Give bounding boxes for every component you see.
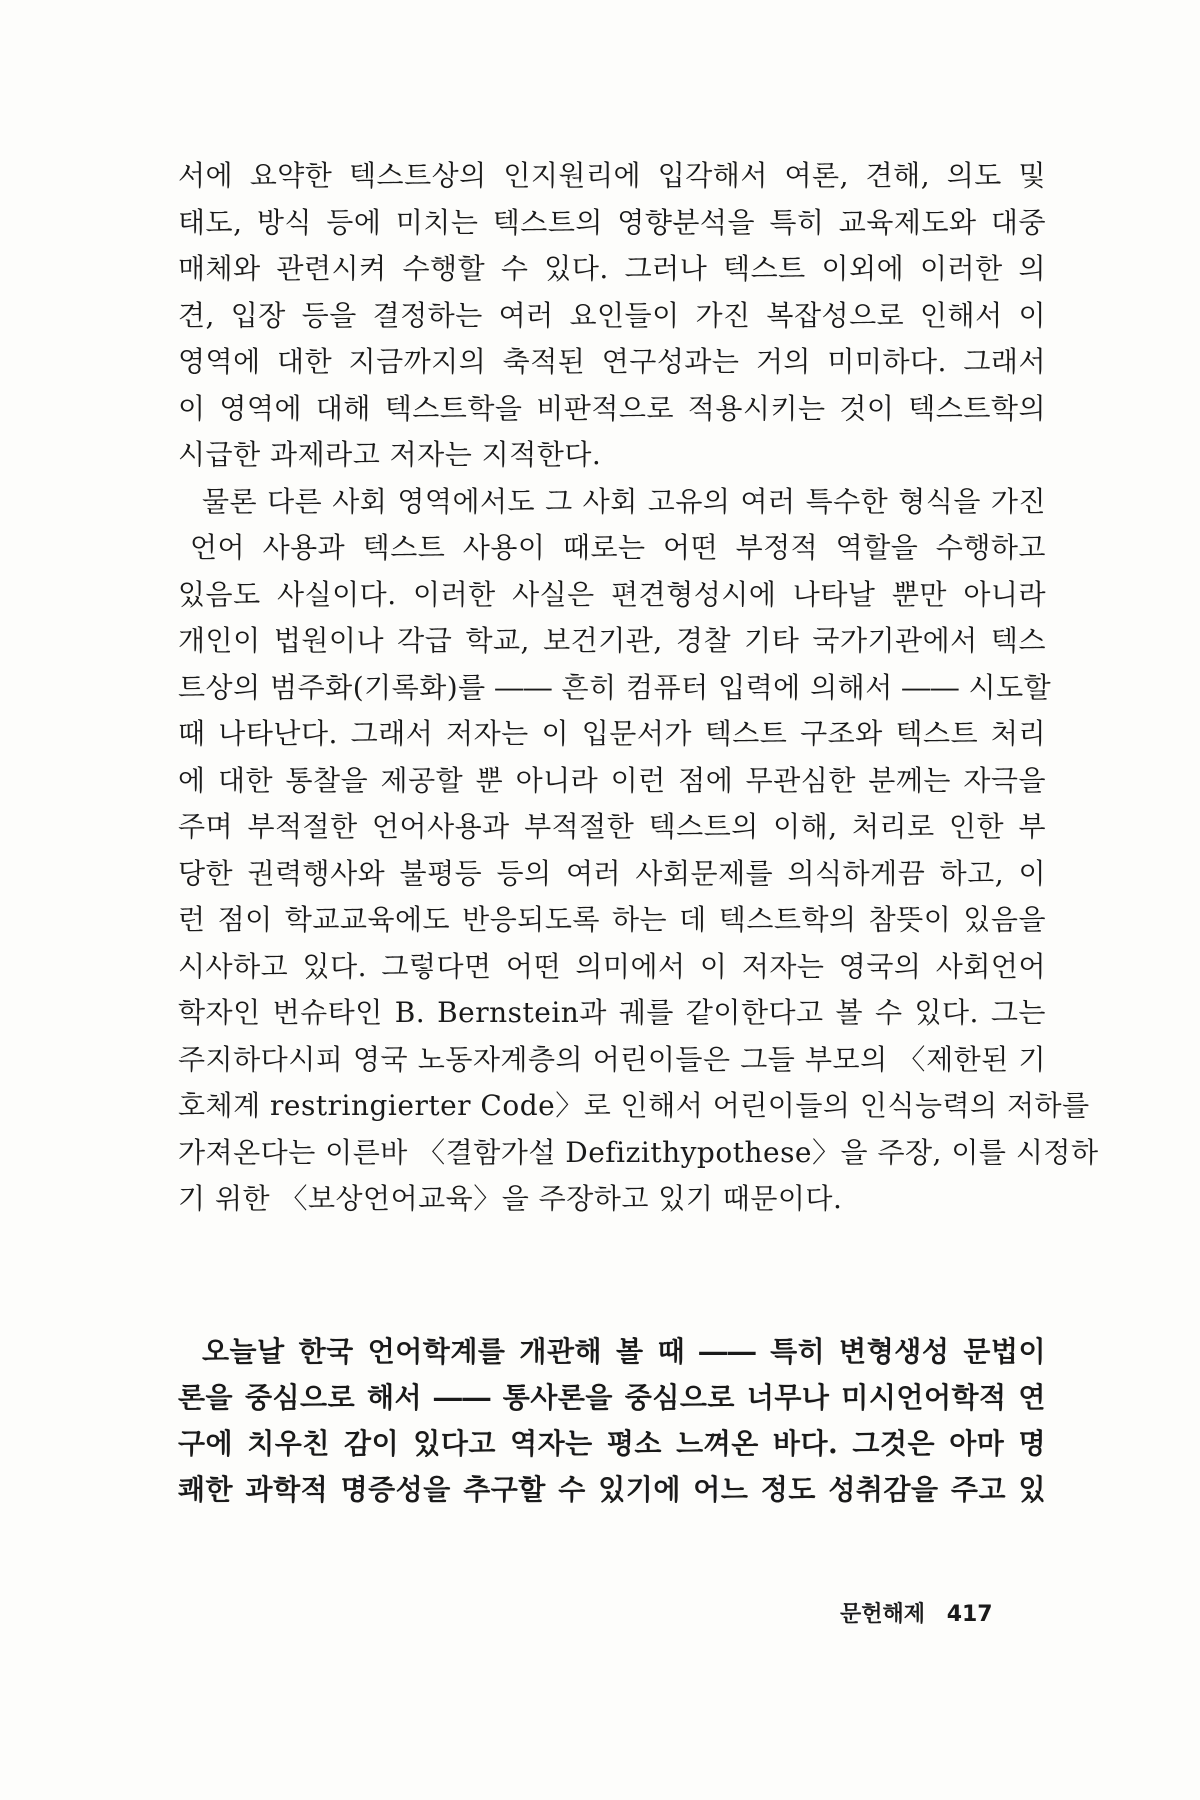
text-line: 기 위한 〈보상언어교육〉을 주장하고 있기 때문이다.	[178, 1182, 843, 1215]
text-line: 당한 권력행사와 불평등 등의 여러 사회문제를 의식하게끔 하고, 이	[178, 856, 1046, 890]
text-line: 트상의 범주화(기록화)를 ―― 흔히 컴퓨터 입력에 의해서 ―― 시도할	[178, 670, 1052, 704]
page-footer	[840, 1597, 1040, 1633]
body-text	[178, 153, 1099, 1223]
text-line: 호체계 restringierter Code〉로 인해서 어린이들의 인식능력의 저하를	[178, 1089, 1090, 1122]
text-line: 물론 다른 사회 영역에서도 그 사회 고유의 여러 특수한 형식을 가진	[202, 484, 1046, 518]
text-line: 구에 치우친 감이 있다고 역자는 평소 느껴온 바다. 그것은 아마 명	[178, 1427, 1046, 1460]
text-line: 이 영역에 대해 텍스트학을 비판적으로 적용시키는 것이 텍스트학의	[178, 391, 1046, 425]
text-line: 론을 중심으로 해서 ―― 통사론을 중심으로 너무나 미시언어학적 연	[178, 1381, 1046, 1414]
text-line: 런 점이 학교교육에도 반응되도록 하는 데 텍스트학의 참뜻이 있음을	[178, 903, 1046, 936]
running-footer-title: 문헌해제	[840, 1602, 926, 1627]
text-line: 에 대한 통찰을 제공할 뿐 아니라 이런 점에 무관심한 분께는 자극을	[178, 763, 1046, 797]
text-line: 개인이 법원이나 각급 학교, 보건기관, 경찰 기타 국가기관에서 텍스	[178, 624, 1046, 657]
text-line: 학자인 번슈타인 B. Bernstein과 궤를 같이한다고 볼 수 있다. 그는	[178, 996, 1046, 1029]
text-line: 있음도 사실이다. 이러한 사실은 편견형성시에 나타날 뿐만 아니라	[178, 577, 1046, 611]
text-line: 오늘날 한국 언어학계를 개관해 볼 때 ―― 특히 변형생성 문법이	[202, 1335, 1046, 1368]
text-line: 언어 사용과 텍스트 사용이 때로는 어떤 부정적 역할을 수행하고	[190, 531, 1046, 564]
text-line: 견, 입장 등을 결정하는 여러 요인들이 가진 복잡성으로 인해서 이	[178, 298, 1046, 332]
translator-note-text	[178, 1329, 1046, 1513]
text-line: 영역에 대한 지금까지의 축적된 연구성과는 거의 미미하다. 그래서	[178, 345, 1046, 378]
text-line: 서에 요약한 텍스트상의 인지원리에 입각해서 여론, 견해, 의도 및	[178, 159, 1046, 192]
text-line: 시급한 과제라고 저자는 지적한다.	[178, 438, 602, 471]
text-line: 때 나타난다. 그래서 저자는 이 입문서가 텍스트 구조와 텍스트 처리	[178, 717, 1046, 750]
text-line: 가져온다는 이른바 〈결함가설 Defizithypothese〉을 주장, 이를 시정하	[178, 1135, 1099, 1169]
text-line: 매체와 관련시켜 수행할 수 있다. 그러나 텍스트 이외에 이러한 의	[178, 252, 1046, 285]
text-line: 태도, 방식 등에 미치는 텍스트의 영향분석을 특히 교육제도와 대중	[178, 205, 1046, 239]
page-number: 417	[946, 1602, 993, 1627]
text-line: 주며 부적절한 언어사용과 부적절한 텍스트의 이해, 처리로 인한 부	[178, 810, 1046, 843]
text-line: 쾌한 과학적 명증성을 추구할 수 있기에 어느 정도 성취감을 주고 있	[178, 1473, 1046, 1506]
text-line: 주지하다시피 영국 노동자계층의 어린이들은 그들 부모의 〈제한된 기	[178, 1042, 1046, 1076]
text-line: 시사하고 있다. 그렇다면 어떤 의미에서 이 저자는 영국의 사회언어	[178, 949, 1046, 983]
